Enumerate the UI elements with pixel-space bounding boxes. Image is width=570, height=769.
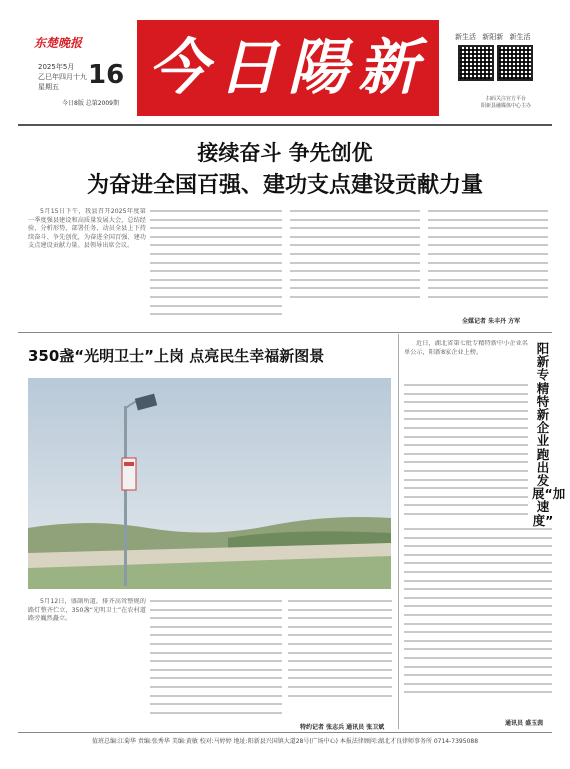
photo-byline: 特约记者 张志兵 通讯员 张卫斌: [300, 724, 385, 731]
footer-info: 值班总编:江菊华 责编:张秀华 美编:黄敏 校对:马婷婷 地址:阳新县兴国镇大道28号(广场中心) 本报法律顾问:湖北才良律师事务所 0714-7395088: [91, 738, 479, 745]
lead-intro: 5月15日下午，我县召开2025年度第一季度强县建设和高质量发展大会，总结经验，分析形势，部署任务，动员全县上下持续奋斗、争先创优，为奋进全国百强、建功支点建设贡献力量。县领导出席会议。: [28, 208, 146, 250]
masthead-title: 今日陽新: [148, 33, 428, 103]
qr-code-icon: [497, 45, 533, 81]
side-intro: 近日，湖北省第七批专精特新中小企业名单公示，阳新8家企业上榜。: [404, 340, 528, 356]
qr-caption: [461, 96, 551, 110]
lead-headline-1: 接续奋斗 争先创优: [197, 141, 373, 165]
lead-text-col-4: [428, 210, 548, 310]
date-block: [38, 62, 87, 92]
divider: [18, 332, 552, 333]
app-label: 新生活: [455, 33, 476, 41]
side-text-col-2: [404, 528, 552, 708]
app-label: 新生活: [509, 33, 531, 41]
lead-text-col-3: [290, 210, 420, 310]
qr-caption-line: 阳新县融媒体中心主办: [480, 103, 531, 109]
qr-code-icon: [458, 45, 494, 81]
page-number: 16: [88, 60, 125, 90]
side-headline: 阳新专精特新企业跑出发展“加速度”: [532, 341, 566, 528]
date-line-2: 乙巳年四月十九: [38, 73, 87, 81]
column-divider: [398, 334, 399, 729]
date-line-1: 2025年5月: [38, 63, 75, 71]
app-list: [455, 32, 534, 42]
side-text-col-1: [404, 384, 528, 524]
photo-text-col-3: [288, 600, 392, 710]
app-label: 新阳新: [482, 33, 504, 41]
date-line-3: 星期五: [38, 83, 59, 91]
lead-text-col-2: [150, 210, 282, 326]
side-byline: 通讯员 盛玉茵: [505, 720, 544, 727]
streetlight-photo: [28, 378, 391, 589]
photo-intro: 5月12日，盛副所道，排齐高耸整规的路灯整齐伫立，350盏“光明卫士”在农村道路旁巍然矗立。: [28, 598, 146, 623]
photo-text-col-2: [150, 600, 282, 720]
small-logo: 东楚晚报: [34, 36, 83, 50]
photo-headline: 350盏“光明卫士”上岗 点亮民生幸福新图景: [28, 347, 325, 365]
qr-caption-line: 扫码关注官方平台: [485, 96, 526, 102]
divider: [18, 732, 552, 733]
divider: [18, 124, 552, 126]
lead-byline: 全媒记者 朱丰丹 方军: [462, 318, 521, 325]
issue-number: 今日8版 总第2009期: [62, 100, 119, 107]
lead-headline-2: 为奋进全国百强、建功支点建设贡献力量: [86, 173, 483, 198]
